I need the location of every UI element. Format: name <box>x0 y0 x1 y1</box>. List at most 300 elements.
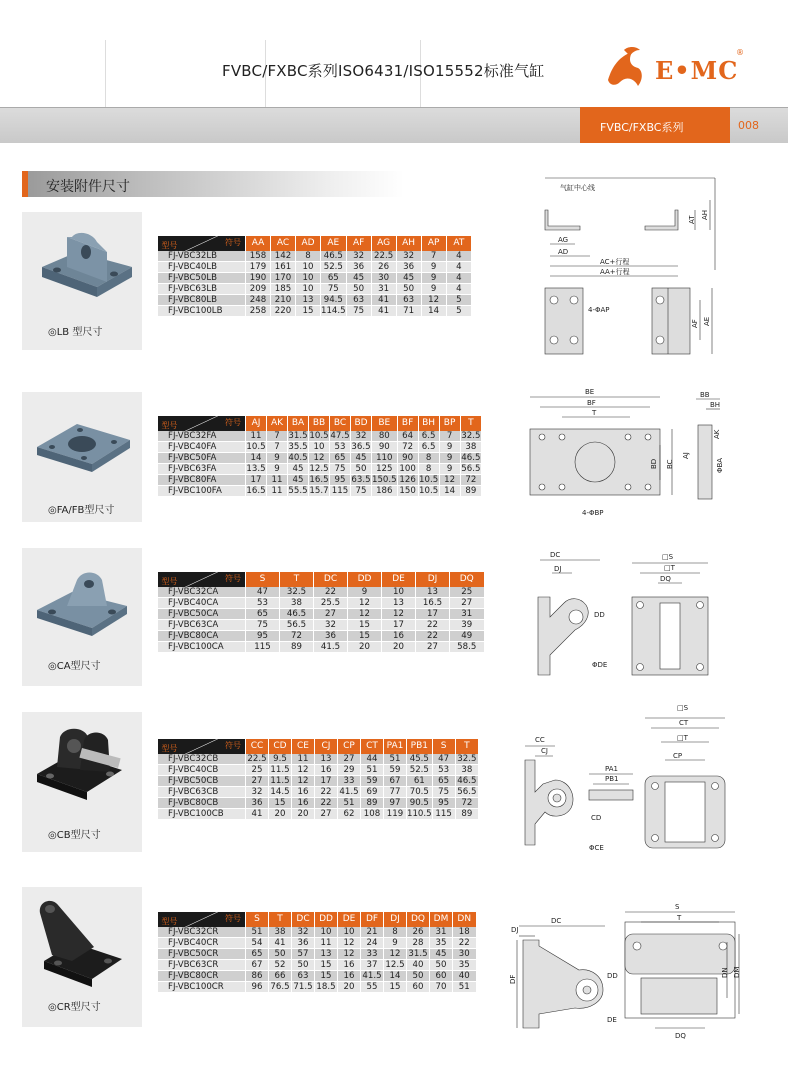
table-cell: 45 <box>346 273 371 284</box>
model-cell: FJ-VBC63CA <box>158 620 246 631</box>
dimension-label: DQ <box>660 575 671 583</box>
model-cell: FJ-VBC32FA <box>158 431 246 442</box>
table-cell: 179 <box>246 262 271 273</box>
table-cell: 46.5 <box>455 776 478 787</box>
dimension-label: BE <box>585 388 595 396</box>
dimension-label: CD <box>591 814 602 822</box>
column-header <box>158 416 246 431</box>
dimension-label: T <box>677 914 682 922</box>
column-header: DC <box>292 912 315 927</box>
table-cell: 11 <box>292 754 315 765</box>
dimension-label: BD <box>650 458 658 469</box>
table-corner-header <box>158 236 246 251</box>
table-cell: 50 <box>292 960 315 971</box>
table-cell: 15 <box>296 306 321 317</box>
table-cell: 50 <box>269 949 292 960</box>
table-cell: 12.5 <box>385 960 405 970</box>
dimension-label: DC <box>550 551 561 559</box>
model-cell: FJ-VBC100CR <box>158 982 246 993</box>
table-cell: 110.5 <box>407 809 432 819</box>
table-cell: 9.5 <box>269 754 292 765</box>
table-cell: 22 <box>416 631 450 642</box>
table-cell: 80 <box>372 431 398 442</box>
table-cell: 76.5 <box>270 982 290 992</box>
table-cell: 95 <box>246 631 280 642</box>
dimension-label: AE <box>703 316 711 326</box>
table-cell: 45.5 <box>407 754 433 765</box>
table-row <box>158 442 482 453</box>
table-cell: 46.5 <box>321 251 347 262</box>
model-cell: FJ-VBC50LB <box>158 273 246 284</box>
table-cell: 41 <box>269 938 292 949</box>
model-cell: FJ-VBC80CR <box>158 971 246 982</box>
table-cell: 9 <box>267 453 288 464</box>
table-cell: 22 <box>315 787 338 798</box>
table-cell: 21 <box>361 927 384 938</box>
dimension-label: CP <box>673 752 683 760</box>
table-cell: 209 <box>246 284 271 295</box>
model-cell: FJ-VBC100LB <box>158 306 246 317</box>
column-header: AD <box>296 236 321 251</box>
table-cell: 12 <box>421 295 446 306</box>
table-cell: 54 <box>246 938 269 949</box>
table-cell: 8 <box>418 464 439 475</box>
model-cell: FJ-VBC63CB <box>158 787 246 798</box>
table-header-row <box>158 739 479 754</box>
corner-label: 型号 <box>161 421 178 430</box>
table-cell: 40 <box>407 960 430 971</box>
table-cell: 10 <box>382 587 416 598</box>
table-cell: 31 <box>430 927 453 938</box>
table-cell: 59 <box>361 776 384 787</box>
table-cell: 36 <box>346 262 371 273</box>
dimension-label: ΦCE <box>589 844 604 852</box>
table-cell: 220 <box>271 306 296 317</box>
table-cell: 69 <box>361 787 384 798</box>
table-cell: 45 <box>396 273 421 284</box>
table-cell: 56.5 <box>461 464 481 474</box>
table-cell: 110 <box>372 453 398 464</box>
dimension-label: ΦDE <box>592 661 608 669</box>
table-cell: 12 <box>338 938 361 949</box>
table-cell: 158 <box>246 251 271 262</box>
table-cell: 46.5 <box>461 453 481 463</box>
table-row <box>158 284 472 295</box>
table-cell: 15 <box>315 960 338 971</box>
table-cell: 41 <box>246 809 269 820</box>
model-cell: FJ-VBC100FA <box>158 486 246 497</box>
table-cell: 66 <box>269 971 292 982</box>
table-cell: 72 <box>460 475 481 486</box>
column-header: DE <box>382 572 416 587</box>
cr-dimension-drawing <box>505 898 775 1048</box>
table-cell: 45 <box>430 949 453 960</box>
table-cell: 58.5 <box>450 642 484 653</box>
table-cell: 94.5 <box>321 295 347 306</box>
model-cell: FJ-VBC40CR <box>158 938 246 949</box>
table-cell: 45 <box>351 453 372 464</box>
table-cell: 6.5 <box>418 431 439 442</box>
table-cell: 12.5 <box>309 464 329 474</box>
table-cell: 12 <box>309 453 330 464</box>
cr-type-label: ◎CR型尺寸 <box>48 1002 101 1013</box>
table-cell: 11 <box>246 431 267 442</box>
model-cell: FJ-VBC63FA <box>158 464 246 475</box>
column-header: DD <box>348 572 382 587</box>
table-cell: 72 <box>280 631 314 642</box>
column-header: CD <box>269 739 292 754</box>
table-cell: 10.5 <box>419 475 439 485</box>
dimension-label: □S <box>677 704 689 712</box>
column-header: AJ <box>246 416 267 431</box>
table-cell: 14.5 <box>270 787 290 797</box>
table-cell: 26 <box>371 262 396 273</box>
logo-registered: ® <box>736 48 744 57</box>
column-header: AK <box>267 416 288 431</box>
table-cell: 190 <box>246 273 271 284</box>
table-cell: 16 <box>338 960 361 971</box>
dimension-label: BH <box>710 401 721 409</box>
table-cell: 9 <box>267 464 288 475</box>
table-cell: 16 <box>338 971 361 982</box>
table-cell: 210 <box>271 295 296 306</box>
table-cell: 20 <box>338 982 361 993</box>
model-cell: FJ-VBC40CA <box>158 598 246 609</box>
table-cell: 11 <box>267 475 288 486</box>
table-cell: 22 <box>453 938 476 949</box>
table-cell: 161 <box>271 262 296 273</box>
table-cell: 10 <box>296 262 321 273</box>
table-cell: 20 <box>382 642 416 653</box>
table-cell: 38 <box>460 442 481 453</box>
dimension-label: □T <box>664 564 675 572</box>
table-cell: 20 <box>292 809 315 820</box>
table-cell: 15 <box>348 631 382 642</box>
column-header: CT <box>361 739 384 754</box>
column-header: DN <box>453 912 476 927</box>
table-cell: 185 <box>271 284 296 295</box>
table-cell: 115 <box>432 809 455 820</box>
table-cell: 13.5 <box>246 464 266 474</box>
table-cell: 63 <box>292 971 315 982</box>
table-cell: 56.5 <box>455 787 478 798</box>
dimension-label: BC <box>666 459 674 469</box>
table-cell: 46.5 <box>280 609 314 620</box>
table-cell: 52 <box>269 960 292 971</box>
table-cell: 13 <box>315 754 338 765</box>
table-cell: 50 <box>407 971 430 982</box>
table-cell: 70.5 <box>407 787 433 798</box>
table-cell: 20 <box>348 642 382 653</box>
table-row <box>158 982 476 993</box>
fa-spec-table <box>157 416 481 497</box>
model-cell: FJ-VBC40FA <box>158 442 246 453</box>
dimension-label: AF <box>691 319 699 328</box>
table-row <box>158 642 484 653</box>
table-cell: 65 <box>330 453 351 464</box>
table-cell: 27 <box>315 809 338 820</box>
model-cell: FJ-VBC50CR <box>158 949 246 960</box>
table-cell: 97 <box>384 798 407 809</box>
table-cell: 51 <box>453 982 476 993</box>
lb-spec-table <box>157 236 471 317</box>
column-header: DQ <box>407 912 430 927</box>
column-header: AP <box>421 236 446 251</box>
table-cell: 35 <box>430 938 453 949</box>
table-cell: 28 <box>407 938 430 949</box>
dimension-label: AG <box>558 236 569 244</box>
table-cell: 75 <box>330 464 351 475</box>
table-cell: 32 <box>246 787 269 798</box>
table-row <box>158 587 484 598</box>
table-cell: 16 <box>315 765 338 776</box>
table-cell: 27 <box>338 754 361 765</box>
table-cell: 90 <box>372 442 398 453</box>
dimension-label: DF <box>509 974 517 984</box>
table-cell: 10.5 <box>419 486 439 496</box>
table-cell: 67 <box>384 776 407 787</box>
model-cell: FJ-VBC80CB <box>158 798 246 809</box>
table-cell: 33 <box>361 949 384 960</box>
table-cell: 7 <box>439 431 460 442</box>
table-cell: 17 <box>416 609 450 620</box>
column-header: DJ <box>384 912 407 927</box>
model-cell: FJ-VBC50FA <box>158 453 246 464</box>
dimension-label: DC <box>551 917 562 925</box>
table-row <box>158 598 484 609</box>
table-cell: 50 <box>430 960 453 971</box>
dimension-label: ΦBA <box>716 457 724 473</box>
table-row <box>158 949 476 960</box>
table-cell: 31.5 <box>408 949 428 959</box>
table-cell: 15 <box>315 971 338 982</box>
column-header: DQ <box>450 572 484 587</box>
table-row <box>158 938 476 949</box>
table-cell: 12 <box>348 609 382 620</box>
table-row <box>158 631 484 642</box>
dimension-label: AC+行程 <box>600 258 630 266</box>
dimension-label: □T <box>677 734 688 742</box>
table-cell: 59 <box>384 765 407 776</box>
table-cell: 52.5 <box>407 765 433 776</box>
table-cell: 14 <box>384 971 407 982</box>
column-header <box>158 572 246 587</box>
table-cell: 25.5 <box>314 598 348 609</box>
table-cell: 71.5 <box>293 982 313 992</box>
column-header: DF <box>361 912 384 927</box>
table-cell: 17 <box>382 620 416 631</box>
table-cell: 65 <box>432 776 455 787</box>
table-header-row <box>158 416 482 431</box>
ca-type-label: ◎CA型尺寸 <box>48 661 101 672</box>
table-cell: 17 <box>315 776 338 787</box>
corner-label: 符号 <box>225 574 241 583</box>
table-cell: 36 <box>314 631 348 642</box>
table-cell: 115 <box>330 486 351 497</box>
column-header: BC <box>330 416 351 431</box>
table-cell: 22.5 <box>371 251 396 262</box>
table-row <box>158 262 472 273</box>
column-header <box>158 912 246 927</box>
table-cell: 39 <box>450 620 484 631</box>
fa-flange-image <box>22 392 142 492</box>
table-cell: 50 <box>396 284 421 295</box>
table-cell: 25 <box>246 765 269 776</box>
dimension-label: DQ <box>675 1032 686 1040</box>
table-row <box>158 431 482 442</box>
model-cell: FJ-VBC32LB <box>158 251 246 262</box>
table-cell: 9 <box>384 938 407 949</box>
cr-bracket-image <box>22 887 142 1007</box>
table-cell: 36.5 <box>351 442 371 452</box>
table-cell: 40 <box>453 971 476 982</box>
table-cell: 8 <box>384 927 407 938</box>
fa-type-label: ◎FA/FB型尺寸 <box>48 505 115 516</box>
ca-spec-table <box>157 572 484 653</box>
table-cell: 170 <box>271 273 296 284</box>
table-row <box>158 927 476 938</box>
table-row <box>158 798 479 809</box>
model-cell: FJ-VBC80CA <box>158 631 246 642</box>
table-cell: 47.5 <box>330 431 350 441</box>
table-cell: 24 <box>361 938 384 949</box>
table-cell: 38 <box>455 765 478 776</box>
table-cell: 56.5 <box>280 620 314 631</box>
ca-dimension-drawing <box>520 545 770 685</box>
table-cell: 55.5 <box>288 486 308 496</box>
table-cell: 5 <box>446 306 471 317</box>
column-header: AA <box>246 236 271 251</box>
column-header: PA1 <box>384 739 407 754</box>
model-cell: FJ-VBC40CB <box>158 765 246 776</box>
table-cell: 16 <box>292 787 315 798</box>
table-cell: 41 <box>371 306 396 317</box>
page-number: 008 <box>738 119 759 132</box>
table-cell: 33 <box>338 776 361 787</box>
column-header: S <box>246 912 269 927</box>
cr-spec-table <box>157 912 476 993</box>
table-cell: 70 <box>430 982 453 993</box>
column-header: DC <box>314 572 348 587</box>
model-cell: FJ-VBC63CR <box>158 960 246 971</box>
table-cell: 63 <box>346 295 371 306</box>
column-header: CC <box>246 739 269 754</box>
table-cell: 75 <box>246 620 280 631</box>
table-row <box>158 787 479 798</box>
table-cell: 9 <box>439 453 460 464</box>
table-cell: 27 <box>416 642 450 653</box>
table-cell: 10 <box>309 442 330 453</box>
column-header: AH <box>396 236 421 251</box>
table-cell: 10.5 <box>246 442 266 452</box>
table-cell: 16.5 <box>309 475 329 485</box>
table-cell: 47 <box>432 754 455 765</box>
table-cell: 75 <box>351 486 372 497</box>
table-cell: 14 <box>439 486 460 497</box>
column-header: AE <box>321 236 347 251</box>
dimension-label: AT <box>688 215 696 224</box>
table-cell: 125 <box>372 464 398 475</box>
table-cell: 16 <box>292 798 315 809</box>
table-cell: 31 <box>450 609 484 620</box>
table-cell: 67 <box>246 960 269 971</box>
table-cell: 64 <box>397 431 418 442</box>
table-row <box>158 251 472 262</box>
column-header: BA <box>288 416 309 431</box>
table-cell: 96 <box>246 982 269 993</box>
table-cell: 55 <box>361 982 384 993</box>
table-cell: 60 <box>407 982 430 993</box>
table-cell: 150 <box>397 486 418 497</box>
dimension-label: PB1 <box>605 775 619 783</box>
table-cell: 12 <box>382 609 416 620</box>
table-cell: 27 <box>246 776 269 787</box>
page-title: FVBC/FXBC系列ISO6431/ISO15552标准气缸 <box>222 62 545 80</box>
dimension-label: AK <box>713 429 721 439</box>
table-cell: 89 <box>455 809 478 820</box>
table-cell: 18.5 <box>316 982 336 992</box>
table-row <box>158 306 472 317</box>
table-cell: 53 <box>432 765 455 776</box>
column-header: BB <box>309 416 330 431</box>
column-header: DM <box>430 912 453 927</box>
table-cell: 11.5 <box>270 765 290 775</box>
model-cell: FJ-VBC50CB <box>158 776 246 787</box>
table-cell: 61 <box>407 776 433 787</box>
table-cell: 4 <box>446 284 471 295</box>
table-cell: 11.5 <box>270 776 290 786</box>
table-cell: 100 <box>397 464 418 475</box>
table-cell: 32 <box>396 251 421 262</box>
table-cell: 17 <box>246 475 267 486</box>
dimension-label: AA+行程 <box>600 268 630 276</box>
table-cell: 49 <box>450 631 484 642</box>
column-header: DD <box>315 912 338 927</box>
table-cell: 89 <box>460 486 481 497</box>
table-cell: 115 <box>246 642 280 653</box>
table-header-row <box>158 572 484 587</box>
table-cell: 51 <box>384 754 407 765</box>
logo-text: E•MC <box>655 56 739 85</box>
table-cell: 16.5 <box>416 598 450 609</box>
table-cell: 10 <box>315 927 338 938</box>
table-row <box>158 971 476 982</box>
column-header: T <box>269 912 292 927</box>
table-cell: 89 <box>280 642 314 653</box>
dimension-label: BB <box>700 391 710 399</box>
table-cell: 52.5 <box>321 262 347 273</box>
table-cell: 13 <box>315 949 338 960</box>
table-cell: 38 <box>280 598 314 609</box>
table-cell: 51 <box>338 798 361 809</box>
table-cell: 7 <box>267 431 288 442</box>
dimension-label: DE <box>607 1016 617 1024</box>
model-cell: FJ-VBC32CB <box>158 754 246 765</box>
table-row <box>158 754 479 765</box>
column-header: S <box>246 572 280 587</box>
column-header: T <box>280 572 314 587</box>
table-cell: 12 <box>348 598 382 609</box>
table-cell: 50 <box>351 464 372 475</box>
dimension-label: □S <box>662 553 674 561</box>
dimension-label: 气缸中心线 <box>560 184 595 192</box>
table-cell: 57 <box>292 949 315 960</box>
table-row <box>158 273 472 284</box>
table-cell: 13 <box>296 295 321 306</box>
dimension-label: S <box>675 903 680 911</box>
table-cell: 14 <box>421 306 446 317</box>
table-header-row <box>158 912 476 927</box>
